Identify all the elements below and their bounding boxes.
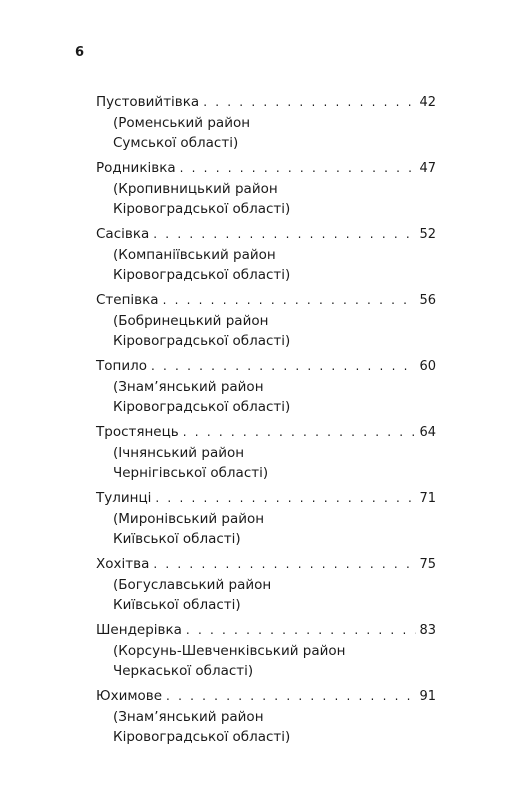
entry-page-number: 47 [419, 161, 436, 176]
dot-leader [203, 92, 416, 112]
entry-page-number: 60 [419, 359, 436, 374]
toc-entry [96, 224, 436, 285]
entry-district: (Знам’янський район [113, 709, 264, 725]
entry-region: Чернігівської області) [113, 465, 269, 481]
entry-district: (Ічнянський район [113, 445, 245, 461]
dot-leader [163, 290, 417, 310]
entry-title: Сасівка [96, 226, 150, 242]
toc-entry [96, 158, 436, 219]
dot-leader [166, 686, 416, 706]
toc-entry [96, 422, 436, 483]
entry-region: Кіровоградської області) [113, 729, 291, 745]
entry-district: (Корсунь-Шевченківський район [113, 643, 346, 659]
dot-leader [183, 422, 417, 442]
entry-district: (Бобринецький район [113, 313, 269, 329]
entry-region: Кіровоградської області) [113, 333, 291, 349]
dot-leader [153, 224, 416, 244]
entry-title: Степівка [96, 292, 159, 308]
entry-page-number: 42 [419, 95, 436, 110]
entry-region: Кіровоградської області) [113, 267, 291, 283]
toc-entry [96, 554, 436, 615]
entry-region: Кіровоградської області) [113, 201, 291, 217]
toc-entry [96, 290, 436, 351]
entry-district: (Знам’янський район [113, 379, 264, 395]
entry-title: Топило [96, 358, 147, 374]
toc-entry [96, 686, 436, 747]
entry-district: (Миронівський район [113, 511, 265, 527]
table-of-contents [96, 92, 436, 752]
entry-page-number: 91 [419, 689, 436, 704]
entry-region: Київської області) [113, 531, 241, 547]
toc-entry [96, 356, 436, 417]
entry-region: Сумської області) [113, 135, 239, 151]
entry-page-number: 75 [419, 557, 436, 572]
entry-page-number: 56 [419, 293, 436, 308]
toc-entry [96, 620, 436, 681]
entry-title: Шендерівка [96, 622, 182, 638]
toc-entry [96, 488, 436, 549]
entry-district: (Компаніївський район [113, 247, 276, 263]
entry-page-number: 64 [419, 425, 436, 440]
entry-district: (Кропивницький район [113, 181, 278, 197]
entry-title: Тростянець [96, 424, 179, 440]
entry-title: Тулинці [96, 490, 152, 506]
entry-page-number: 71 [419, 491, 436, 506]
toc-entry [96, 92, 436, 153]
dot-leader [153, 554, 416, 574]
dot-leader [186, 620, 417, 640]
entry-page-number: 83 [419, 623, 436, 638]
entry-title: Пустовийтівка [96, 94, 200, 110]
dot-leader [180, 158, 417, 178]
entry-title: Хохітва [96, 556, 150, 572]
dot-leader [155, 488, 416, 508]
entry-title: Родниківка [96, 160, 176, 176]
dot-leader [151, 356, 416, 376]
entry-region: Кіровоградської області) [113, 399, 291, 415]
entry-region: Черкаської області) [113, 663, 254, 679]
entry-page-number: 52 [419, 227, 436, 242]
entry-region: Київської області) [113, 597, 241, 613]
entry-district: (Роменський район [113, 115, 251, 131]
entry-title: Юхимове [96, 688, 163, 704]
entry-district: (Богуславський район [113, 577, 272, 593]
page-number: 6 [75, 45, 85, 60]
